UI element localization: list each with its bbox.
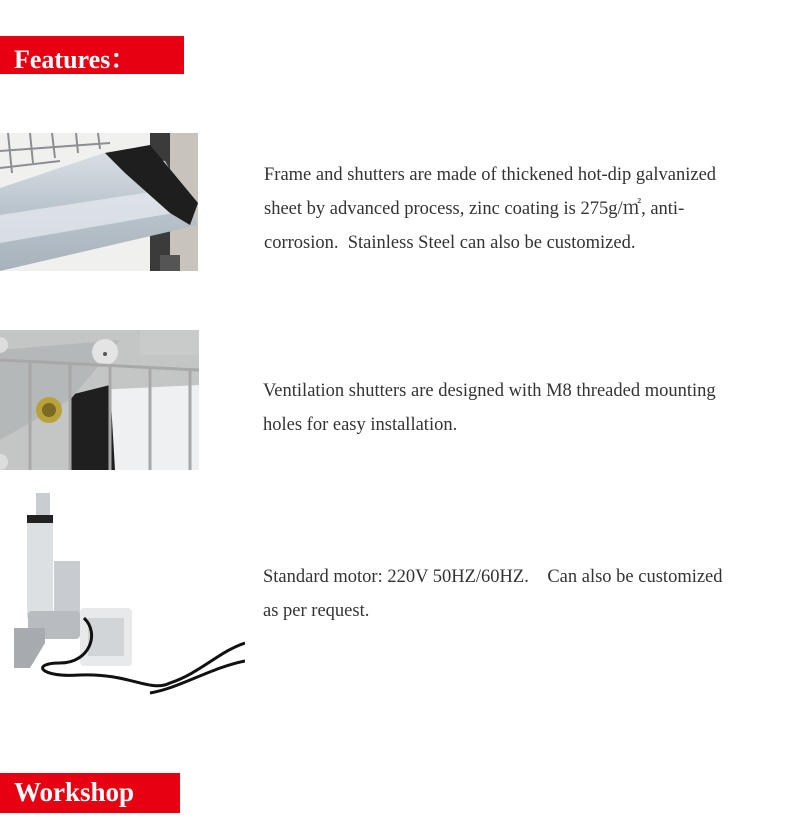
m8-threaded-mounting-hole-photo: [0, 330, 199, 470]
feature-3-line-2: as per request.: [263, 601, 370, 621]
feature-description-3: [263, 560, 723, 628]
feature-2-line-1: Ventilation shutters are designed with M8 threaded mounting: [263, 381, 716, 401]
features-heading: [0, 36, 184, 74]
feature-1-line-1: Frame and shutters are made of thickened hot-dip galvanized: [264, 165, 717, 185]
galvanized-shutter-blade-photo: [0, 133, 198, 271]
features-heading-text: Features：: [14, 45, 137, 74]
feature-description-1: [264, 158, 716, 260]
feature-1-line-3: corrosion. Stainless Steel can also be customized.: [264, 233, 636, 253]
workshop-heading: [0, 773, 180, 813]
feature-2-line-2: holes for easy installation.: [263, 415, 458, 435]
feature-description-2: [263, 374, 716, 442]
feature-1-line-2: sheet by advanced process, zinc coating is 275g/㎡, anti-: [264, 199, 685, 219]
feature-3-line-1: Standard motor: 220V 50HZ/60HZ. Can also be customized: [263, 567, 723, 587]
workshop-heading-text: Workshop: [14, 777, 135, 807]
linear-actuator-motor-photo: [0, 493, 245, 705]
